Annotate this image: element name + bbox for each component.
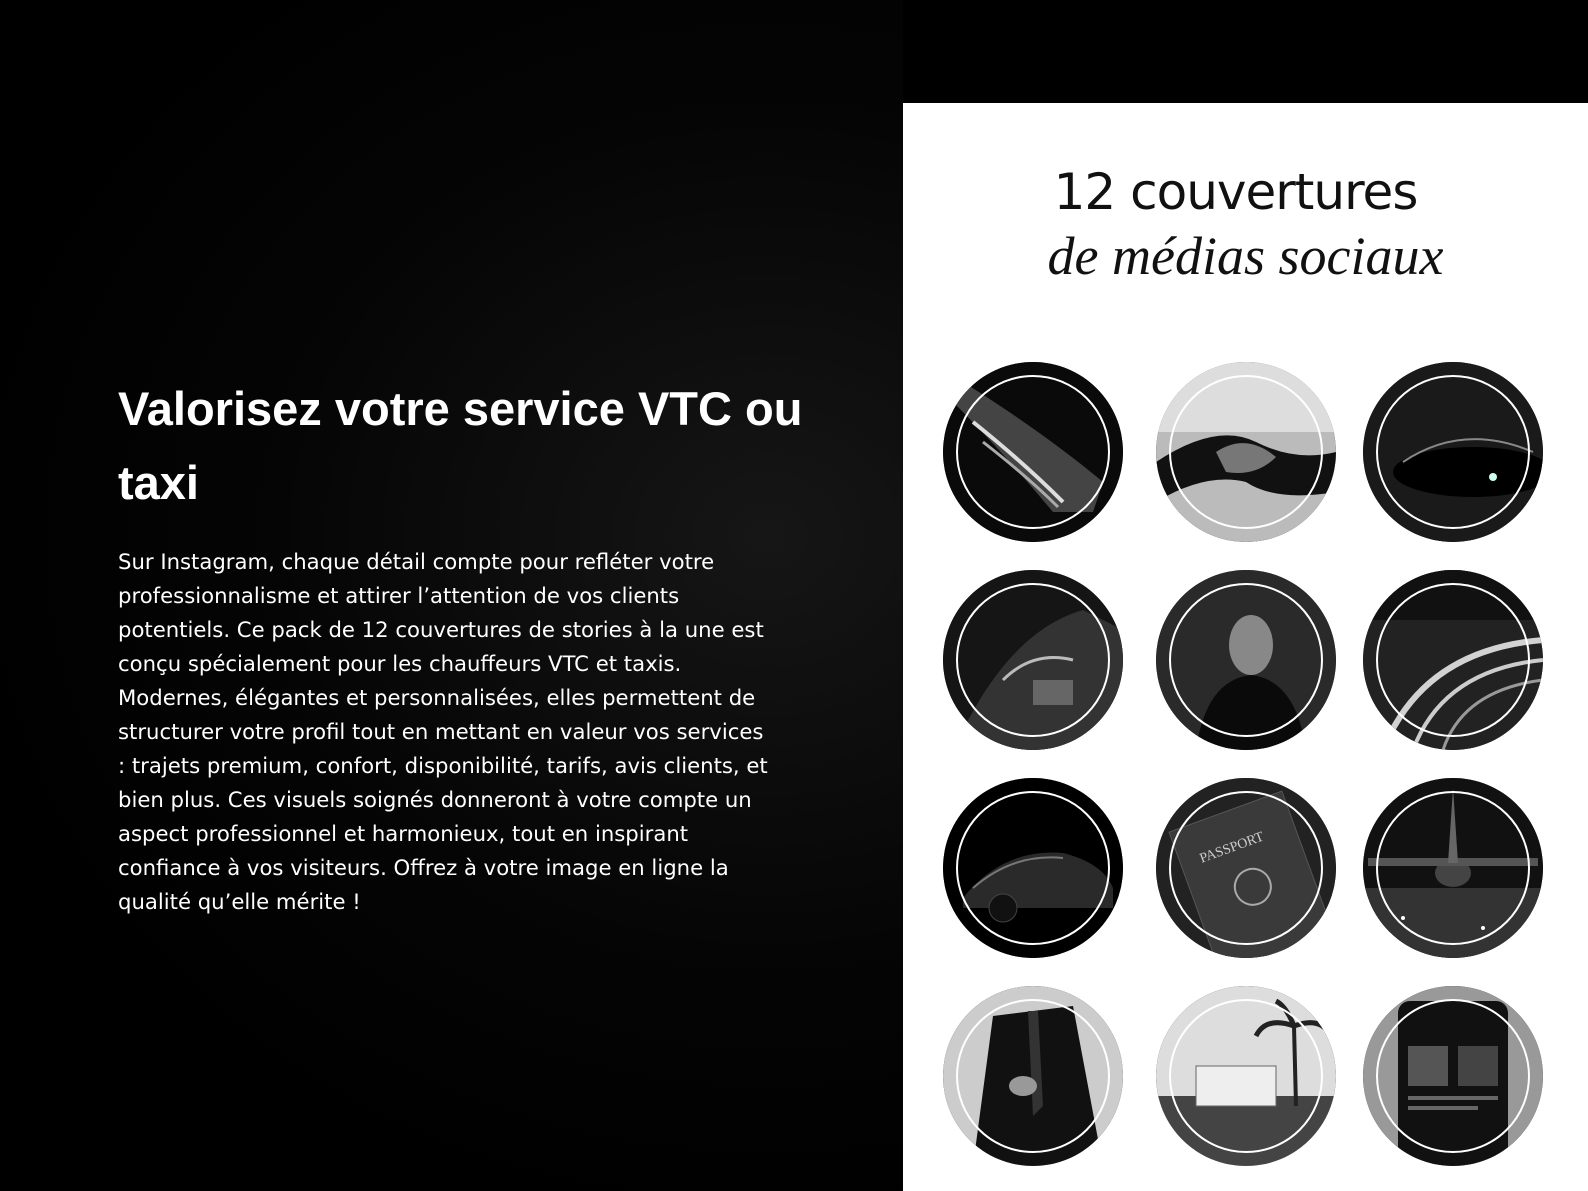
panel-title-line1: 12 couvertures (1053, 163, 1418, 221)
cover-ring (956, 583, 1110, 737)
cover-ring (1376, 999, 1530, 1153)
cover-suit-man (943, 986, 1123, 1166)
cover-ring (1169, 791, 1323, 945)
description-paragraph: Sur Instagram, chaque détail compte pour refléter votre professionnalisme et attirer l’attention de vos clients potentiels. Ce pack de 12 couvertures de stories à la une est conçu spécialement pour les chauffeurs VTC et taxis. Modernes, élégantes et personnalisées, elles permettent de structurer votre profil tout en mettant en valeur vos services : trajets premium, confort, disponibilité, tarifs, avis clients, et bien plus. Ces visuels soignés donneront à votre compte un aspect professionnel et harmonieux, tout en inspirant confiance à vos visiteurs. Offrez à votre image en ligne la qualité qu’elle mérite ! (118, 549, 768, 914)
cover-businessman-portrait (1156, 570, 1336, 750)
cover-ring (956, 999, 1110, 1153)
headline: Valorisez votre service VTC ou taxi (118, 382, 803, 509)
panel-title-line2: de médias sociaux (1047, 226, 1444, 286)
cover-ring (956, 375, 1110, 529)
cover-ring (1376, 583, 1530, 737)
cover-ring (956, 791, 1110, 945)
cover-ring (1169, 375, 1323, 529)
cover-highway-light-trails (1363, 570, 1543, 750)
cover-car-silhouette (943, 778, 1123, 958)
cover-smartphone-app (1363, 986, 1543, 1166)
cover-airplane (1363, 778, 1543, 958)
cover-handshake (1156, 362, 1336, 542)
cover-ring (1169, 583, 1323, 737)
cover-ring (1376, 375, 1530, 529)
cover-car-interior (943, 570, 1123, 750)
cover-ring (1376, 791, 1530, 945)
cover-passport (1156, 778, 1336, 958)
cover-sports-car-dark (1363, 362, 1543, 542)
cover-ring (1169, 999, 1323, 1153)
preview-panel (903, 103, 1588, 1191)
svg-text:PASSPORT: PASSPORT (1197, 829, 1267, 867)
cover-palm-resort (1156, 986, 1336, 1166)
cover-car-headlight (943, 362, 1123, 542)
